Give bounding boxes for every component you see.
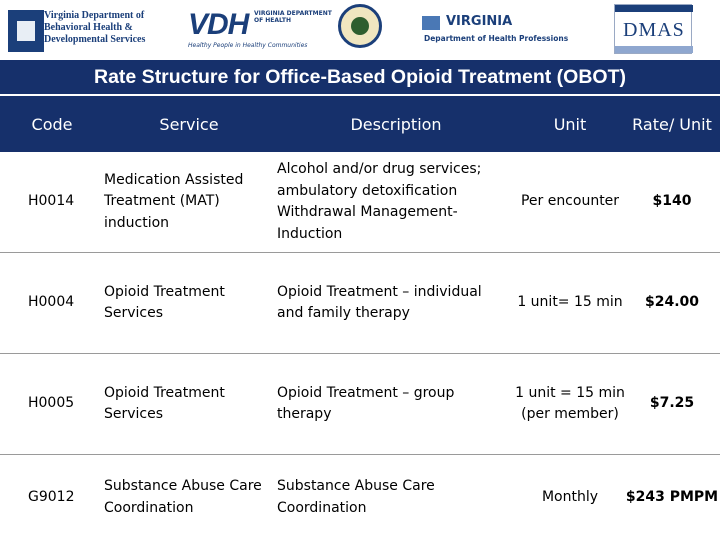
dmas-logo-text: DMAS [623, 19, 685, 41]
cell-service: Medication Assisted Treatment (MAT) induction [104, 171, 244, 231]
vdh-logo-text: VDH [188, 8, 249, 41]
cell-rate: $24.00 [644, 294, 700, 311]
cell-code: H0014 [28, 193, 75, 210]
header-description: Description [350, 114, 442, 134]
cell-description: Alcohol and/or drug services; ambulatory detoxification Withdrawal Management-Induction [277, 161, 482, 242]
cell-code: H0005 [28, 395, 75, 412]
cell-unit: Monthly [541, 488, 599, 505]
table-row [0, 253, 720, 353]
cell-service: Opioid Treatment Services [104, 384, 225, 422]
vdh-logo-subtext: VIRGINIA DEPARTMENT OF HEALTH [254, 10, 332, 24]
table-row [0, 354, 720, 454]
dhp-logo-subtext: Department of Health Professions [424, 34, 569, 43]
title-bar [0, 60, 720, 94]
cell-description: Opioid Treatment – individual and family therapy [277, 283, 482, 321]
dbhds-logo [6, 4, 168, 54]
dhp-logo-name: VIRGINIA [446, 14, 513, 29]
cell-description: Opioid Treatment – group therapy [277, 384, 455, 422]
dhp-mark-icon [422, 16, 440, 30]
dbhds-mark-icon [8, 10, 44, 52]
dbhds-logo-text: Virginia Department of Behavioral Health & Developmental Services [44, 10, 146, 45]
cell-rate: $243 PMPM [625, 488, 719, 505]
cell-service: Substance Abuse Care Coordination [104, 478, 262, 516]
cell-rate: $140 [652, 193, 692, 210]
page-title: Rate Structure for Office-Based Opioid Treatment (OBOT) [94, 66, 626, 88]
cell-unit: Per encounter [520, 193, 620, 210]
dmas-logo [614, 4, 694, 54]
cell-code: H0004 [28, 294, 75, 311]
rate-table [0, 96, 720, 540]
dhp-logo [422, 4, 582, 54]
virginia-seal-icon [338, 4, 382, 54]
cell-unit: 1 unit= 15 min [517, 294, 623, 311]
cell-unit: 1 unit = 15 min (per member) [515, 384, 625, 422]
logo-banner [0, 0, 720, 58]
vdh-logo [188, 4, 336, 54]
table-header [0, 96, 720, 152]
table-row [0, 455, 720, 540]
cell-description: Substance Abuse Care Coordination [277, 478, 435, 516]
header-service: Service [159, 114, 219, 134]
cell-rate: $7.25 [649, 395, 695, 412]
cell-service: Opioid Treatment Services [104, 283, 225, 321]
header-rate: Rate/ Unit [632, 114, 712, 134]
table-row [0, 152, 720, 252]
cell-code: G9012 [28, 488, 75, 505]
header-unit: Unit [553, 114, 587, 134]
vdh-tagline: Healthy People in Healthy Communities [188, 42, 308, 49]
header-code: Code [31, 114, 73, 134]
